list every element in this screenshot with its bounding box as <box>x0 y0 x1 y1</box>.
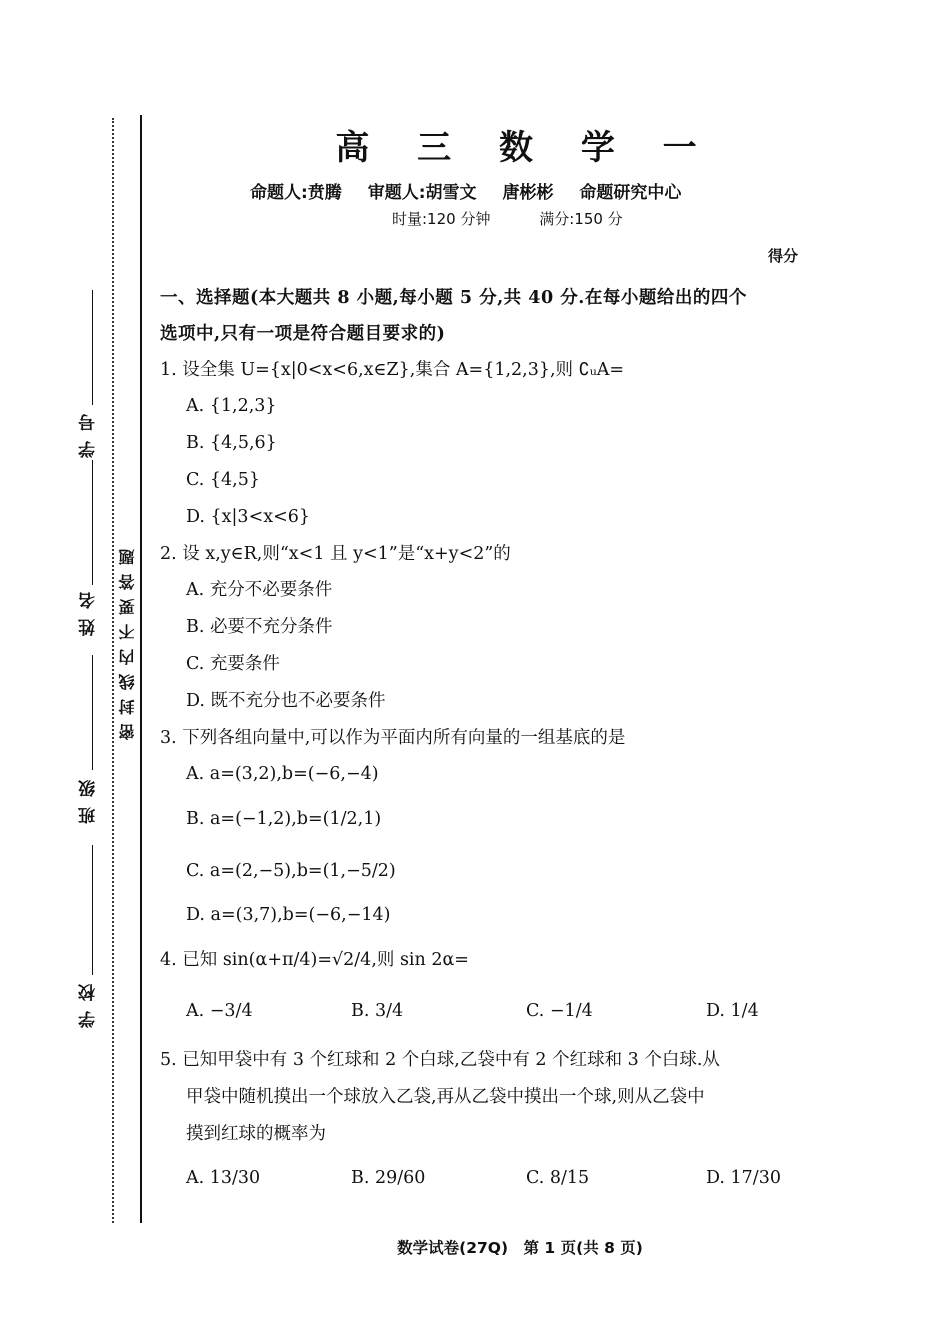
number-blank-line <box>92 290 93 405</box>
q5-option-b: B. 29/60 <box>351 1168 426 1188</box>
q2-option-c: C. 充要条件 <box>186 654 280 674</box>
name-label: 姓 名 <box>79 590 99 636</box>
question-3-stem: 3. 下列各组向量中,可以作为平面内所有向量的一组基底的是 <box>160 728 626 748</box>
school-blank-line <box>92 845 93 975</box>
score-label: 得分 <box>768 247 799 265</box>
q4-option-a: A. −3/4 <box>186 1001 253 1021</box>
q5-stem-line3: 摸到红球的概率为 <box>186 1124 326 1144</box>
question-4-stem: 4. 已知 sin(α+π/4)=√2/4,则 sin 2α= <box>160 950 469 970</box>
q3-option-a: A. a=(3,2),b=(−6,−4) <box>186 764 379 784</box>
authors-line <box>250 178 701 203</box>
school-label: 学 校 <box>79 982 99 1028</box>
q5-stem-line2: 甲袋中随机摸出一个球放入乙袋,再从乙袋中摸出一个球,则从乙袋中 <box>186 1087 705 1107</box>
author-setter: 命题人:贲腾 <box>250 183 342 203</box>
time-limit: 时量:120 分钟 <box>392 210 491 228</box>
author-reviewer: 审题人:胡雪文 <box>367 183 477 203</box>
exam-info <box>392 208 667 229</box>
q5-stem-line1: 5. 已知甲袋中有 3 个红球和 2 个白球,乙袋中有 2 个红球和 3 个白球.从 <box>160 1050 720 1070</box>
section-heading-cont: 选项中,只有一项是符合题目要求的) <box>160 324 446 344</box>
number-label: 学 号 <box>79 412 99 458</box>
section-heading: 一、选择题(本大题共 8 小题,每小题 5 分,共 40 分.在每小题给出的四个 <box>160 288 747 308</box>
q1-option-a: A. {1,2,3} <box>186 396 277 416</box>
q2-option-d: D. 既不充分也不必要条件 <box>186 691 386 711</box>
q4-option-c: C. −1/4 <box>526 1001 593 1021</box>
exam-content <box>160 280 900 1203</box>
q1-option-d: D. {x|3<x<6} <box>186 507 311 527</box>
q5-option-a: A. 13/30 <box>186 1168 261 1188</box>
q5-option-d: D. 17/30 <box>706 1168 781 1188</box>
q3-option-c: C. a=(2,−5),b=(1,−5/2) <box>186 861 396 881</box>
q2-option-b: B. 必要不充分条件 <box>186 617 333 637</box>
name-blank-line <box>92 460 93 585</box>
q4-options-row <box>186 986 900 1036</box>
full-score: 满分:150 分 <box>539 210 623 228</box>
class-blank-line <box>92 655 93 770</box>
author-reviewer-2: 唐彬彬 <box>502 183 554 203</box>
q1-option-c: C. {4,5} <box>186 470 260 490</box>
q4-option-b: B. 3/4 <box>351 1001 404 1021</box>
q4-option-d: D. 1/4 <box>706 1001 759 1021</box>
author-center: 命题研究中心 <box>579 183 682 203</box>
page-footer: 数学试卷(27Q) 第 1 页(共 8 页) <box>397 1239 643 1257</box>
q5-option-c: C. 8/15 <box>526 1168 590 1188</box>
page-title: 高 三 数 学 一 <box>335 128 715 168</box>
class-label: 班 级 <box>79 778 99 824</box>
q1-option-b: B. {4,5,6} <box>186 433 277 453</box>
seal-solid-line <box>140 115 142 1223</box>
question-1-stem: 1. 设全集 U={x|0<x<6,x∈Z},集合 A={1,2,3},则 ∁ᵤA= <box>160 360 625 380</box>
q3-option-b: B. a=(−1,2),b=(1/2,1) <box>186 809 382 829</box>
q2-option-a: A. 充分不必要条件 <box>186 580 333 600</box>
seal-warning-text: 密封线内不要答题 <box>118 540 137 740</box>
question-5-stem <box>160 1042 900 1153</box>
question-2-stem: 2. 设 x,y∈R,则“x<1 且 y<1”是“x+y<2”的 <box>160 544 511 564</box>
q5-options-row <box>186 1153 900 1203</box>
q3-option-d: D. a=(3,7),b=(−6,−14) <box>186 905 391 925</box>
seal-dotted-line <box>112 118 114 1223</box>
